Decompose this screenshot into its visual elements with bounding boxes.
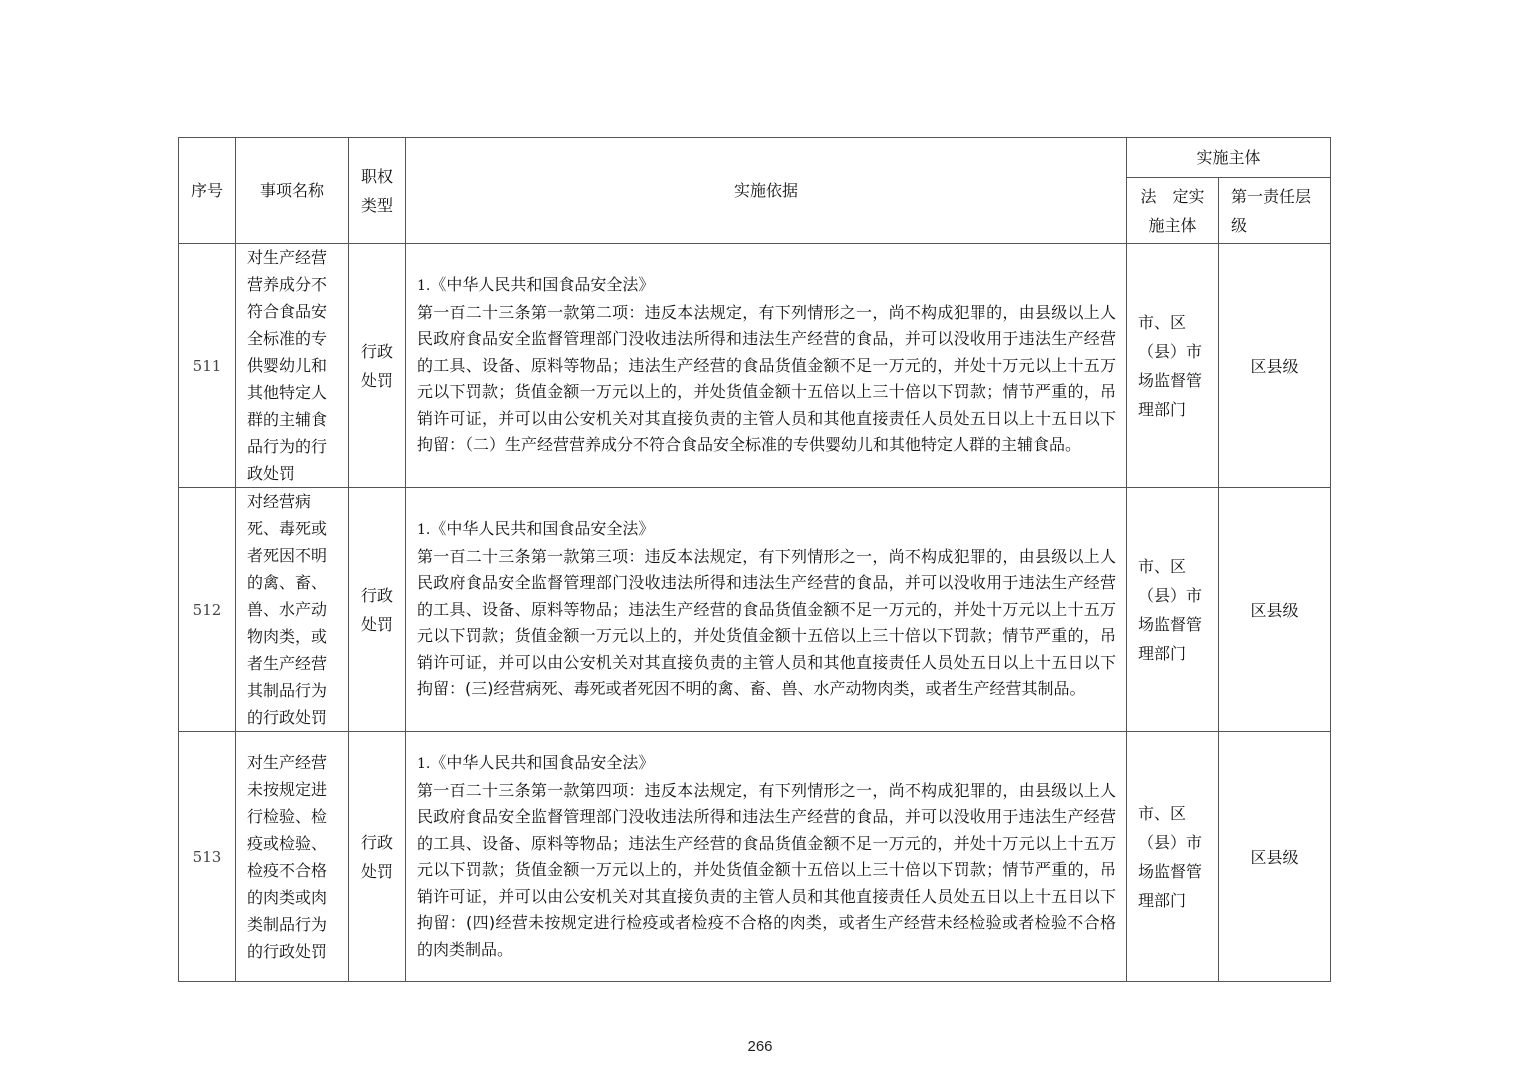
- law-title-line: [417, 750, 1116, 778]
- row-index: 513: [179, 732, 236, 982]
- power-list-table: [178, 137, 1331, 982]
- row-first-level: 区县级: [1219, 488, 1331, 732]
- basis-text: 第一百二十三条第一款第三项：违反本法规定，有下列情形之一，尚不构成犯罪的，由县级以上人民政府食品安全监督管理部门没收违法所得和违法生产经营的食品，并可以没收用于违法生产经营的工具、设备、原料等物品；违法生产经营的食品货值金额不足一万元的，并处十万元以上十五万元以下罚款；货值金额一万元以上的，并处货值金额十五倍以上三十倍以下罚款；情节严重的，吊销许可证，并可以由公安机关对其直接负责的主管人员和其他直接责任人员处五日以上十五日以下拘留：(三)经营病死、毒死或者死因不明的禽、畜、兽、水产动物肉类，或者生产经营其制品。: [417, 546, 1116, 699]
- header-item-name: 事项名称: [236, 138, 349, 244]
- row-index: 512: [179, 488, 236, 732]
- law-index: 1.: [417, 756, 431, 772]
- table-row: [179, 244, 1331, 488]
- basis-text: 第一百二十三条第一款第二项：违反本法规定，有下列情形之一，尚不构成犯罪的，由县级以上人民政府食品安全监督管理部门没收违法所得和违法生产经营的食品，并可以没收用于违法生产经营的工具、设备、原料等物品；违法生产经营的食品货值金额不足一万元的，并处十万元以上十五万元以下罚款；货值金额一万元以上的，并处货值金额十五倍以上三十倍以下罚款；情节严重的，吊销许可证，并可以由公安机关对其直接负责的主管人员和其他直接责任人员处五日以上十五日以下拘留：（二）生产经营营养成分不符合食品安全标准的专供婴幼儿和其他特定人群的主辅食品。: [417, 302, 1116, 455]
- row-basis: [406, 732, 1127, 982]
- law-index: 1.: [417, 522, 431, 539]
- header-basis: 实施依据: [406, 138, 1127, 244]
- table-row: [179, 488, 1331, 732]
- header-power-type: 职权类型: [349, 138, 406, 244]
- page-number: 266: [747, 1038, 773, 1055]
- header-first-level: 第一责任层级: [1219, 178, 1331, 244]
- row-index: 511: [179, 244, 236, 488]
- row-power-type: 行政处罚: [349, 732, 406, 982]
- row-first-level: 区县级: [1219, 732, 1331, 982]
- table-row: [179, 732, 1331, 982]
- row-legal-subject: 市、区（县）市场监督管理部门: [1127, 488, 1219, 732]
- header-index: 序号: [179, 138, 236, 244]
- row-power-type: 行政处罚: [349, 488, 406, 732]
- law-title-line: [417, 272, 1116, 300]
- row-legal-subject: 市、区（县）市场监督管理部门: [1127, 732, 1219, 982]
- law-title: 《中华人民共和国食品安全法》: [430, 275, 655, 295]
- law-title-line: [417, 516, 1116, 544]
- header-legal-subject: 法 定实施主体: [1127, 178, 1219, 244]
- row-power-type: 行政处罚: [349, 244, 406, 488]
- law-index: 1.: [417, 278, 431, 295]
- basis-text: 第一百二十三条第一款第四项：违反本法规定，有下列情形之一，尚不构成犯罪的，由县级以上人民政府食品安全监督管理部门没收违法所得和违法生产经营的食品，并可以没收用于违法生产经营的工具、设备、原料等物品；违法生产经营的食品货值金额不足一万元的，并处十万元以上十五万元以下罚款；货值金额一万元以上的，并处货值金额十五倍以上三十倍以下罚款；情节严重的，吊销许可证，并可以由公安机关对其直接负责的主管人员和其他直接责任人员处五日以上十五日以下拘留：(四)经营未按规定进行检疫或者检疫不合格的肉类，或者生产经营未经检验或者检验不合格的肉类制品。: [417, 780, 1116, 959]
- law-title: 《中华人民共和国食品安全法》: [430, 519, 655, 539]
- row-item-name: 对生产经营营养成分不符合食品安全标准的专供婴幼儿和其他特定人群的主辅食品行为的行政处罚: [236, 244, 349, 488]
- row-basis: [406, 488, 1127, 732]
- row-basis: [406, 244, 1127, 488]
- header-subject-group: 实施主体: [1127, 138, 1331, 178]
- row-item-name: 对经营病死、毒死或者死因不明的禽、畜、兽、水产动物肉类，或者生产经营其制品行为的行政处罚: [236, 488, 349, 732]
- row-legal-subject: 市、区（县）市场监督管理部门: [1127, 244, 1219, 488]
- row-first-level: 区县级: [1219, 244, 1331, 488]
- law-title: 《中华人民共和国食品安全法》: [430, 753, 655, 772]
- row-item-name: 对生产经营未按规定进行检验、检疫或检验、检疫不合格的肉类或肉类制品行为的行政处罚: [236, 732, 349, 982]
